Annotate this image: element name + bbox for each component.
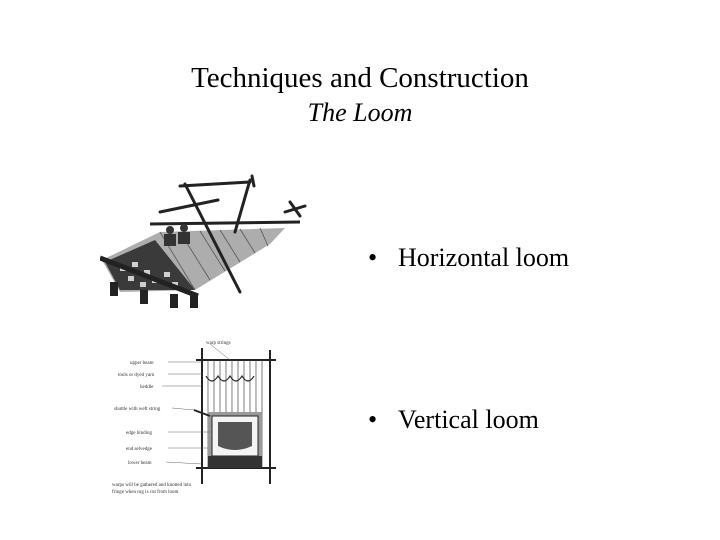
label-shuttle: shuttle with weft string (114, 407, 161, 412)
bullet-text: Vertical loom (398, 405, 539, 434)
horizontal-loom-illustration (100, 172, 310, 312)
caption-line-2: fringe when rug is cut from loom (112, 490, 179, 495)
label-heddle: heddle (140, 385, 154, 390)
label-end-selvedge: end selvedge (126, 447, 152, 452)
vertical-loom-icon (110, 336, 290, 496)
label-tools: tools or dyed yarn (118, 373, 155, 378)
bullet-vertical-loom (368, 404, 539, 436)
slide-title: Techniques and Construction (191, 62, 529, 94)
horizontal-loom-icon (100, 172, 310, 312)
bullet-marker: • (368, 243, 378, 272)
bullet-marker: • (368, 405, 378, 434)
bullet-horizontal-loom (368, 242, 569, 274)
caption-line-1: warps will be gathered and knotted into (112, 483, 192, 488)
label-lower-beam: lower beam (128, 461, 152, 466)
vertical-loom-illustration (110, 336, 290, 496)
label-edge-binding: edge binding (126, 431, 152, 436)
label-upper-beam: upper beam (130, 361, 154, 366)
label-warp-strings: warp strings (206, 341, 231, 346)
bullet-text: Horizontal loom (398, 243, 570, 272)
slide-subtitle: The Loom (307, 98, 413, 127)
